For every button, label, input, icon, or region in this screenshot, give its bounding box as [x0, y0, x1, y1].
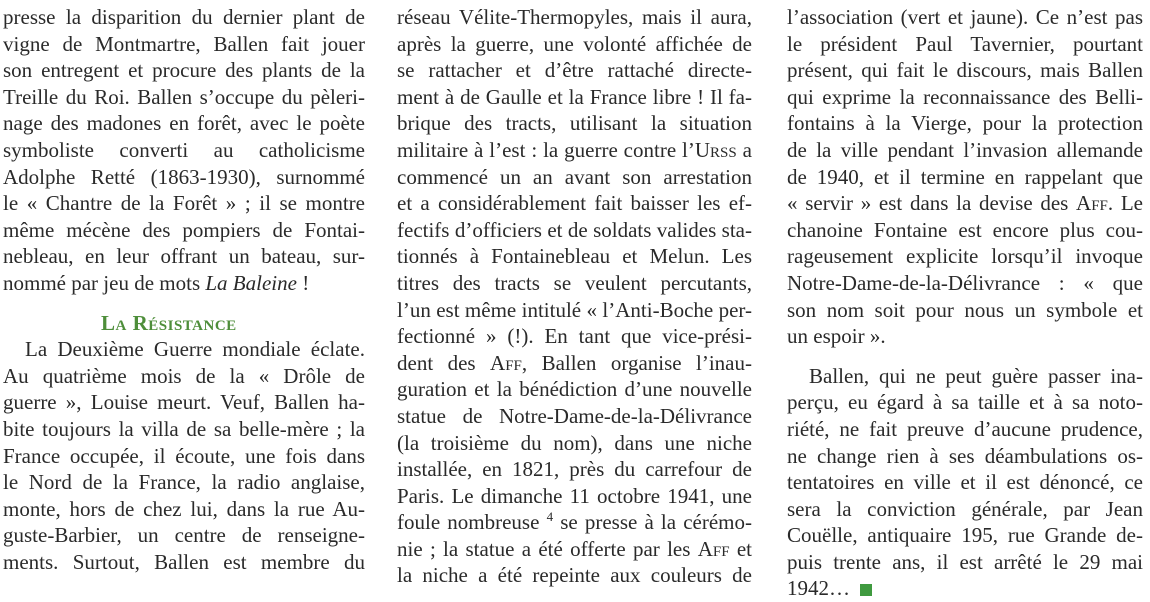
text-line: qui exprime la reconnaissance des Belli-	[787, 84, 1143, 109]
text-line: nebleau, en leur offrant un bateau, sur-	[3, 244, 365, 269]
text-line: ments. Surtout, Ballen est membre du	[3, 549, 365, 574]
text-line: fectifs d’officiers et de soldats valides sta-	[397, 217, 752, 242]
text-line: guration et la bénédiction d’une nouvelle	[397, 377, 752, 402]
text-line: sera la conviction générale, par Jean	[787, 496, 1143, 521]
text-line: La Deuxième Guerre mondiale éclate.	[25, 337, 365, 362]
text-line: le « Chantre de la Forêt » ; il se montre	[3, 191, 365, 216]
small-caps-acronym: Aff	[697, 536, 730, 561]
text-line: Ballen, qui ne peut guère passer ina-	[809, 363, 1143, 388]
text-line: nage des madones en forêt, avec le poète	[3, 111, 365, 136]
text-line: ment à de Gaulle et la France libre ! Il fa-	[397, 84, 752, 109]
text-line: présent, qui fait le discours, mais Ballen	[787, 58, 1143, 83]
text-line: tionnés à Fontainebleau et Melun. Les	[397, 244, 752, 269]
text-line: vigne de Montmartre, Ballen fait jouer	[3, 31, 365, 56]
spacer	[787, 350, 1143, 363]
text-line	[397, 350, 752, 377]
text-line: Paris. Le dimanche 11 octobre 1941, une	[397, 483, 752, 508]
text-line: presse la disparition du dernier plant de	[3, 5, 365, 29]
text-line: fontains à la Vierge, pour la protection	[787, 111, 1143, 136]
text-run: !	[296, 270, 310, 295]
text-run: . Le	[1107, 191, 1143, 216]
text-line	[3, 270, 365, 297]
text-line: guste-Barbier, un centre de renseigne-	[3, 523, 365, 548]
text-line: son nom soit pour nous un symbole et	[787, 297, 1143, 322]
text-line: symboliste converti au catholicisme	[3, 137, 365, 162]
text-line: riété, ne fait preuve d’aucune prudence,	[787, 416, 1143, 441]
text-run: nommé par jeu de mots	[3, 270, 206, 295]
text-line: Au quatrième mois de la « Drôle de	[3, 363, 365, 388]
text-run: nie ; la statue a été offerte par les	[397, 536, 698, 561]
small-caps-acronym: Aff	[490, 350, 522, 375]
text-line: tentatoires en ville et il est dénoncé, ce	[787, 470, 1143, 495]
text-line	[397, 509, 752, 536]
text-run: « servir » est dans la devise des	[787, 191, 1077, 216]
text-line: installée, en 1821, près du carrefour de	[397, 457, 752, 482]
text-line: chanoine Fontaine est encore plus cou-	[787, 217, 1143, 242]
text-line: perçu, eu égard à sa taille et à sa noto-	[787, 390, 1143, 415]
italic-title: La Baleine	[205, 270, 297, 295]
text-line: puis trente ans, il est arrêté le 29 mai	[787, 549, 1143, 574]
text-line: statue de Notre-Dame-de-la-Délivrance	[397, 403, 752, 428]
text-line: titres des tracts se veulent percutants,	[397, 270, 752, 295]
column-1	[3, 4, 365, 575]
section-heading: La Résistance	[101, 310, 237, 335]
text-line: de 1940, et il termine en rappelant que	[787, 164, 1143, 189]
column-2	[397, 4, 752, 589]
text-run: a	[736, 137, 752, 162]
text-run: militaire à l’est : la guerre contre l’	[397, 137, 695, 162]
text-line: même mécène des pompiers de Fontai-	[3, 217, 365, 242]
text-line: monte, hors de chez lui, dans la rue Au-	[3, 496, 365, 521]
text-line: (la troisième du nom), dans une niche	[397, 430, 752, 455]
text-line: son entregent et procure des plants de la	[3, 58, 365, 83]
text-line: Treille du Roi. Ballen s’occupe du pèleri-	[3, 84, 365, 109]
text-line: commencé un an avant son arrestation	[397, 164, 752, 189]
spacer	[3, 297, 365, 310]
text-run: dent des	[397, 350, 491, 375]
text-line: la niche a été repeinte aux couleurs de	[397, 563, 752, 588]
text-line: France occupée, il écoute, une fois dans	[3, 443, 365, 468]
text-line: un espoir ».	[787, 324, 886, 349]
text-line: après la guerre, une volonté affichée de	[397, 31, 752, 56]
text-run: 1942…	[787, 576, 850, 601]
text-line: Notre-Dame-de-la-Délivrance : « que	[787, 270, 1143, 295]
text-run: foule nombreuse	[397, 510, 547, 535]
text-run: , Ballen organise l’inau-	[521, 350, 752, 375]
text-line: Couëlle, antiquaire 195, rue Grande de-	[787, 523, 1143, 548]
text-line	[397, 536, 752, 563]
text-line: bite toujours la villa de sa belle-mère ; la	[3, 416, 365, 441]
text-line: se rattacher et d’être rattaché directe-	[397, 58, 752, 83]
text-line: rageusement explicite lorsqu’il invoque	[787, 244, 1143, 269]
text-line	[787, 190, 1143, 217]
text-line: fectionné » (!). En tant que vice-prési-	[397, 324, 752, 349]
text-run: et	[729, 536, 753, 561]
text-line: Adolphe Retté (1863-1930), surnommé	[3, 164, 365, 189]
text-line: le Nord de la France, la radio anglaise,	[3, 470, 365, 495]
text-line: brique des tracts, utilisant la situation	[397, 111, 752, 136]
footnote-marker: 4	[546, 509, 554, 525]
text-line: guerre », Louise meurt. Veuf, Ballen ha-	[3, 390, 365, 415]
text-line: réseau Vélite-Thermopyles, mais il aura,	[397, 5, 752, 29]
text-line: le président Paul Tavernier, pourtant	[787, 31, 1143, 56]
text-line: ne change rien à ses déambulations os-	[787, 443, 1143, 468]
text-line	[787, 575, 1143, 602]
text-line: de la ville pendant l’invasion allemande	[787, 137, 1143, 162]
text-line	[397, 137, 752, 164]
text-line: l’association (vert et jaune). Ce n’est pas	[787, 5, 1143, 29]
text-line: l’un est même intitulé « l’Anti-Boche per-	[397, 297, 752, 322]
small-caps-acronym: Aff	[1076, 191, 1108, 216]
column-3	[787, 4, 1143, 602]
text-run: se presse à la cérémo-	[553, 510, 753, 535]
small-caps-acronym: Urss	[694, 137, 737, 162]
text-line: et a considérablement fait baisser les ef-	[397, 191, 752, 216]
